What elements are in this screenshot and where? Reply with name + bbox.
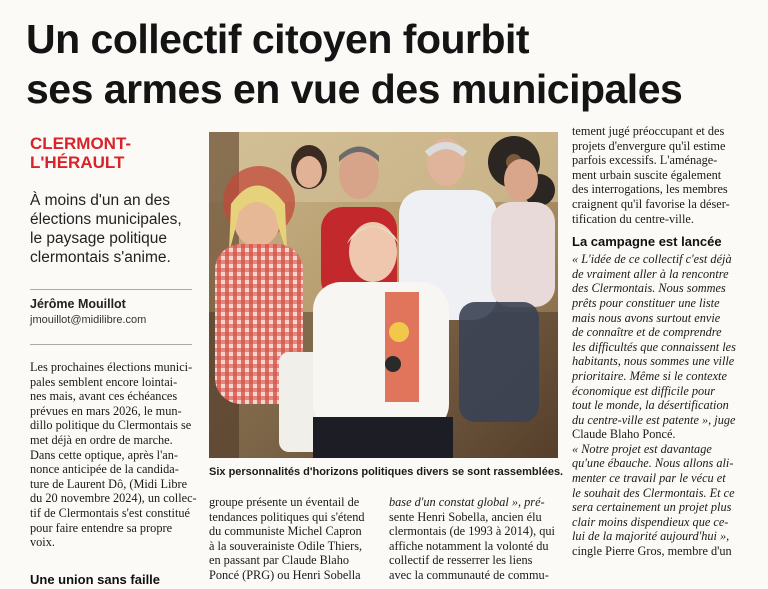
body-line: ment urbain suscite également [572,167,722,182]
headline [26,14,756,114]
body-line: clair moins dispendieux que ce- [572,514,729,529]
body-line: du communiste Michel Capron [209,524,362,539]
body-line: cingle Pierre Gros, membre d'un [572,544,732,559]
body-line: des Clermontais. Nous sommes [572,281,726,296]
body-line: mais nous avons surtout envie [572,310,721,325]
body-line: prêts pour constituer une liste [572,295,720,310]
body-line: « Notre projet est davantage [572,441,712,456]
body-line: le souhait des Clermontais. Et ce [572,485,735,500]
location-label [30,134,131,172]
body-line: prévues en mars 2026, le mun- [30,403,182,418]
subheading: Une union sans faille [30,572,161,587]
chapo-line: clermontais s'anime. [30,249,171,266]
body-line: tement jugé préoccupant et des [572,124,725,138]
body-line: projets d'envergure qu'il estime [572,138,726,153]
body-line: Claude Blaho Poncé. [572,427,676,442]
location-line-2: L'HÉRAULT [30,153,125,172]
body-line: craignent qu'il favorise la déser- [572,196,730,211]
divider [30,344,192,345]
body-line: Poncé (PRG) ou Henri Sobella [209,567,361,582]
body-line: collectif de resserrer les liens [389,553,533,568]
chapo-line: élections municipales, [30,211,182,228]
body-line: « L'idée de ce collectif c'est déjà [572,252,732,267]
body-line: du centre-ville est patente », juge [572,412,736,427]
body-line: du 20 novembre 2024), un collec- [30,491,197,506]
location-line-1: CLERMONT- [30,134,132,153]
body-line: met déjà en ordre de marche. [30,432,173,447]
author-name: Jérôme Mouillot [30,297,126,311]
body-column-3 [389,495,557,583]
body-line: tout le monde, la désertification [572,398,729,413]
body-line: parfois excessifs. L'aménage- [572,153,718,168]
body-line: avec la communauté de commu- [389,567,549,582]
body-line: dillo politique du Clermontais se [30,418,192,433]
body-line: qu'une ébauche. Nous allons ali- [572,456,734,471]
chapo [30,191,198,267]
body-column-2 [209,495,373,583]
author-email[interactable]: jmouillot@midilibre.com [30,314,147,326]
group-photo [209,132,558,458]
body-line: Dans cette optique, après l'an- [30,447,179,462]
chapo-line: À moins d'un an des [30,192,170,209]
headline-line-1: Un collectif citoyen fourbit [26,16,530,62]
body-line: affiche notamment la volonté du [389,538,549,553]
body-line: clermontais (de 1993 à 2014), qui [389,524,555,539]
body-line: tif de Clermontais s'est constitué [30,505,190,520]
body-line: de vraiment aller à la rencontre [572,266,729,281]
body-line: nonce anticipée de la candida- [30,462,179,477]
body-line: ture de Laurent Dô, (Midi Libre [30,476,188,491]
body-line: les difficultés que connaissent les [572,339,736,354]
body-line: pour faire entendre sa propre [30,520,173,535]
body-line: pales semblent encore lointai- [30,374,178,389]
body-line: voix. [30,535,55,550]
subheading: La campagne est lancée [572,234,722,250]
body-line: sera certainement un projet plus [572,500,732,515]
photo-caption: Six personnalités d'horizons politiques divers se sont rassemblées. [209,466,564,478]
body-line: prioritaire. Même si le contexte [572,368,727,383]
body-line: tification du centre-ville. [572,211,694,226]
body-line: nes mais, avant ces échéances [30,389,178,404]
body-column-1 [30,360,196,550]
body-line: Les prochaines élections munici- [30,360,193,374]
body-line: base d'un constat global », pré- [389,495,545,509]
body-line: des interrogations, les membres [572,182,728,197]
headline-line-2: ses armes en vue des municipales [26,66,683,112]
body-line: à la souverainiste Odile Thiers, [209,538,363,553]
body-line: de connaître et de comprendre [572,325,722,340]
body-line: tendances politiques qui s'étend [209,509,365,524]
body-column-4 [572,124,746,559]
divider [30,289,192,290]
body-line: menter ce travail par le vécu et [572,471,726,486]
body-line: groupe présente un éventail de [209,495,360,509]
body-line: économique est difficile pour [572,383,716,398]
body-line: lui de la majorité aujourd'hui », [572,529,730,544]
body-line: sente Henri Sobella, ancien élu [389,509,542,524]
photo-illustration [209,132,558,458]
body-line: en passant par Claude Blaho [209,553,350,568]
chapo-line: le paysage politique [30,230,168,247]
body-line: habitants, nous sommes une ville [572,354,735,369]
